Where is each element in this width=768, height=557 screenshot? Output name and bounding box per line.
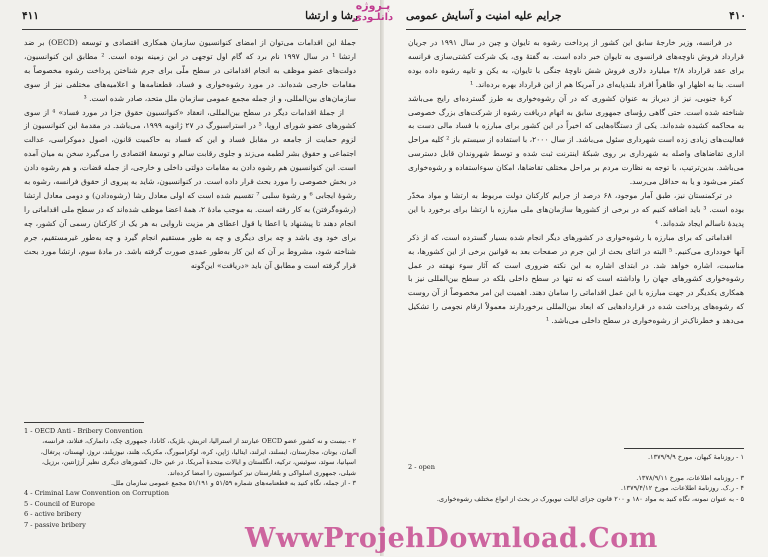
right-paragraph-1: در فرانسه، وزیر خارجهٔ سابق این کشور از پرداخت رشوه به تایوان و چین در سال ۱۹۹۱ در جریان قرارداد فروش ناوچه‌های فرانسوی به تایوان خبر داده است. به گفتهٔ وی، یک شرکت کشتی‌سازی فرانسه برای عقد قرارداد ۲/۸ میلیارد دلاری فروش شش ناوچهٔ جنگی با تایوان، به یکن و تایپه رشوه داده بوده است. بنا به اظهار او، ظاهراً افراد بلندپایه‌ای در آمریکا هم از این قرارداد بهره برده‌اند. ¹ [408, 38, 744, 89]
logo-line-1: پـروژه [355, 0, 391, 12]
left-page [0, 0, 380, 556]
left-footnote-2: ۲ - بیست و نه کشور عضو OECD عبارتند از استرالیا، اتریش، بلژیک، کانادا، جمهوری چک، دانمارک، فنلاند، فرانسه، آلمان، یونان، مجارستان، ایسلند، ایرلند، ایتالیا، ژاپن، کره، لوکزامبورگ، مکزیک، هلند، نیوزیلند، نروژ، لهستان، پرتغال، اسپانیا، سوئد، سوئیس، ترکیه، انگلستان و ایالات متحدهٔ آمریکا. در عین حال، کشورهای دیگری نظیر آرژانتین، برزیل، شیلی، جمهوری اسلواکی و بلغارستان نیز کنوانسیون را امضا کرده‌اند. [40, 437, 356, 477]
site-watermark: WwwProjehDownload.Com [245, 523, 658, 554]
right-running-title: جرایم علیه امنیت و آسایش عمومی [406, 10, 562, 22]
left-page-number: ۴۱۱ [22, 10, 39, 22]
left-footnote-6: 6 - active bribery [24, 510, 82, 519]
left-header-rule [22, 29, 358, 30]
left-footnote-4: 4 - Criminal Law Convention on Corruption [24, 489, 169, 498]
left-footnote-3: ۳ - از جمله، نگاه کنید به قطعنامه‌های شماره ۵۱/۵۹ و ۵۱/۱۹۱ مجمع عمومی سازمان ملل. [110, 479, 356, 488]
right-footnote-3: ۳ - روزنامه اطلاعات، مورخ ۱۳۷۸/۹/۱۱. [636, 473, 744, 482]
right-footnote-rule [624, 448, 744, 449]
left-running-title: رشا و ارتشا [305, 10, 358, 22]
site-logo [332, 0, 414, 28]
left-body-text [24, 36, 356, 272]
left-footnotes [24, 426, 356, 530]
left-paragraph-1: جملهٔ این اقدامات می‌توان از امضای کنوانسیون سازمان همکاری اقتصادی و توسعه (OECD) بر ضد ارتشا ¹ در سال ۱۹۹۷ نام برد که گام اول توجهی در این زمینه بوده است. ² مطابق این کنوانسیون، دولت‌های عضو موظف به انجام اقداماتی در سطح ملّی برای جرم شناختن پرداخت رشوه مخصوصاً به مقامات خارجی شده‌اند. در مورد رشوه‌خواری و فساد، قطعنامه‌ها و اعلامیه‌های مختلفی نیز از سوی سازمان‌های بین‌المللی، و از جمله مجمع عمومی سازمان ملل متحد، صادر شده است. ³ [24, 38, 357, 103]
right-paragraph-3: در ترکمنستان نیز، طبق آمار موجود، ۶۸ درصد از جرایم کارکنان دولت مربوط به ارتشا و مواد مخدّر بوده است. ³ باید اضافه کنیم که در برخی از کشورها سازمان‌های ملی مبارزه با ارتشا برای برخورد با این پدیدهٔ ناسالم ایجاد شده‌اند. ⁴ [408, 190, 744, 228]
right-page-header [406, 10, 746, 26]
right-page-number: ۴۱۰ [729, 10, 746, 22]
left-footnote-7: 7 - passive bribery [24, 520, 86, 529]
right-footnote-4: ۴ - ر.ک. روزنامهٔ اطلاعات، مورخ ۱۳۷۹/۴/۱۲. [620, 484, 744, 493]
right-body-text [408, 36, 744, 328]
right-footnote-5: ۵ - به عنوان نمونه، نگاه کنید به مواد ۱۸۰ و ۲۰۰ قانون جزای ایالت نیویورک در بحث از انواع مختلف رشوه‌خواری. [436, 494, 744, 503]
right-footnotes [408, 452, 744, 504]
left-page-header [22, 10, 358, 26]
right-footnote-1: ۱ - روزنامهٔ کیهان، مورخ ۱۳۷۹/۹/۹. [647, 453, 744, 461]
right-footnote-2: 2 - open [408, 463, 435, 472]
left-footnote-1: 1 - OECD Anti - Bribery Convention [24, 427, 143, 435]
right-header-rule [406, 29, 746, 30]
right-page [384, 0, 768, 556]
right-paragraph-4: اقداماتی که برای مبارزه با رشوه‌خواری در کشورهای دیگر انجام شده بسیار گسترده است، که از ذکر آنها خودداری می‌کنیم. ⁵ البته در اثنای بحث از این جرم در صفحات بعد به قوانین برخی از این کشورها، به مناسبت، اشاره خواهد شد. در ابتدای اشاره به این نکته ضروری است که آثار سوء نهفته در عمل رشوه‌خواری کشورهای جهان را واداشته است که نه تنها در سطح داخلی بلکه در سطح بین‌المللی نیز با همکاری یکدیگر در جهت مبارزه با این عمل اقداماتی را سامان دهند. اهمیت این امر مخصوصاً از آن روست که رشوه‌های پرداخت شده در قراردادهایی که ابعاد بین‌المللی برخوردارند معمولاً ارقام نجومی را تشکیل می‌دهد و خطرناک‌تر از رشوه‌خواری در سطح داخلی می‌باشد. ¹ [408, 232, 744, 326]
left-footnote-rule [24, 422, 144, 423]
left-footnote-5: 5 - Council of Europe [24, 499, 95, 508]
left-paragraph-2: از جملهٔ اقدامات دیگر در سطح بین‌المللی، انعقاد «کنوانسیون حقوق جزا در مورد فساد» ⁴ از سوی کشورهای عضو شورای اروپا، ⁵ در استراسبورگ در ۲۷ ژانویه ۱۹۹۹، می‌باشد. در مقدمهٔ این کنوانسیون از لزوم حمایت از جامعه در مقابل فساد و این که فساد به حاکمیت قانون، اصول دموکراسی، عدالت اجتماعی و حقوق بشر لطمه می‌زند و جلوی رقابت سالم و توسعهٔ اقتصادی را می‌گیرد سخن به میان آمده است. این کنوانسیون هم رشوه دادن به مقامات دولتی داخلی و خارجی، از جمله قضات، و هم رشوه دادن در بخش خصوصی را مورد بحث قرار داده است. در کنوانسیون، شاید به پیروی از حقوق فرانسه، رشوه به رشوهٔ ایجابی ⁶ و رشوهٔ سلبی ⁷ تقسیم شده است که اولی معادل رشا (رشوه‌دادن) و دومی معادل ارتشا (رشوه‌گرفتن) به کار رفته است. به موجب مادهٔ ۲، همهٔ اعضا موظف شده‌اند که در سطح ملی اقداماتی را انجام دهند تا پیشنهاد یا اعطا یا قول اعطای هر مزیت ناروایی به هر یک از کارکنان رسمی آن کشور، چه برای خود وی باشد و چه برای دیگری و چه به طور مستقیم انجام گیرد و چه به‌طور غیرمستقیم، جرم شناخته شود، مشروط بر آن که این کار به‌طور عمدی صورت گرفته باشد. در مادهٔ سوم، ارتشا مورد بحث قرار گرفته است و مطابق آن باید «دریافت» این‌گونه [24, 107, 356, 270]
right-paragraph-2: کرهٔ جنوبی، نیز از دیرباز به عنوان کشوری که در آن رشوه‌خواری به طرز گسترده‌ای رایج می‌باشد شناخته شده است. حتی گاهی رؤسای جمهوری سابق به اتهام دریافت رشوه از شرکت‌های بزرگ خصوصی به محاکمه کشیده شده‌اند. یکی از دستگاه‌هایی که اخیراً در این کشور برای مبارزه با فساد مالی دست به فعالیت‌های زیادی زده است شهرداری سئول می‌باشد. از سال ۲۰۰۰، با استفاده از سیستم باز ² کلیه مراحل اداری تقاضاهای واصله به شهرداری بر روی شبکهٔ اینترنت ثبت شده و توسط شهروندان قابل دسترسی می‌باشد. بدین‌ترتیب، با توجه به نظارت مردم بر مراحل مختلف تقاضاها، امکان سوءاستفاده و رشوه‌خواری کمتر می‌شود و یا به حداقل می‌رسد. [408, 93, 744, 187]
logo-line-2: دانلـودی [352, 12, 394, 23]
